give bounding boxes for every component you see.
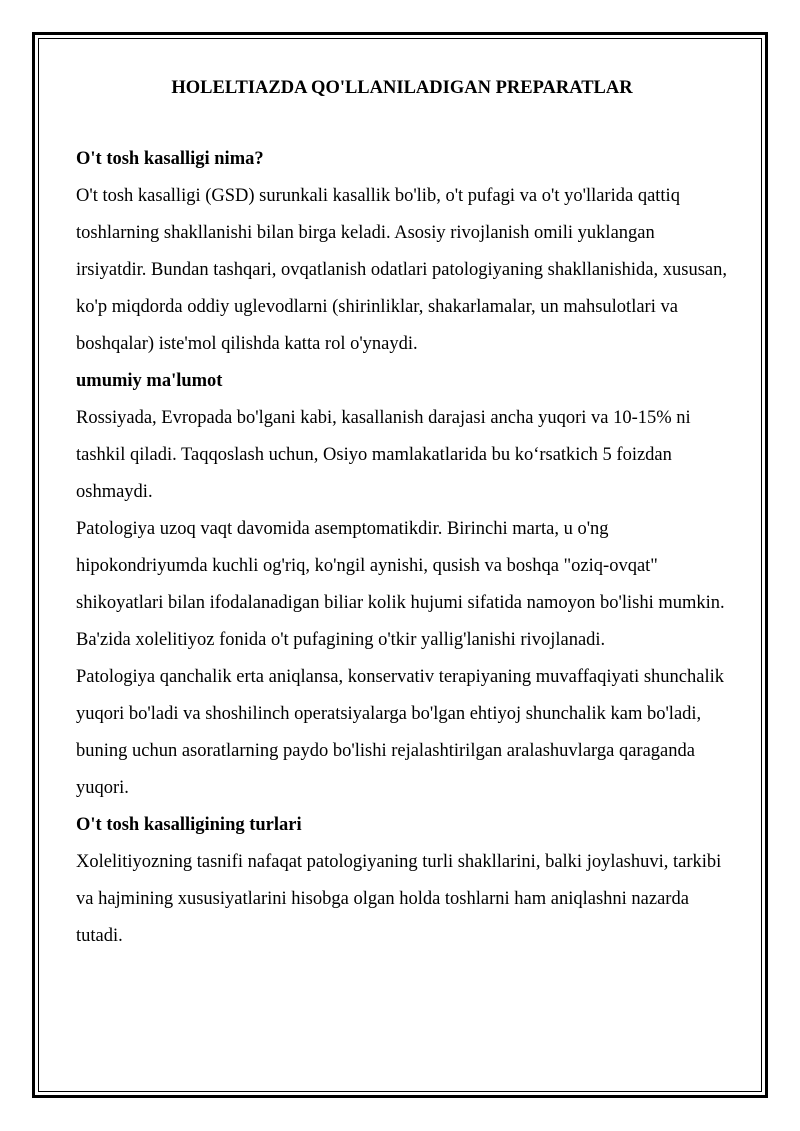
section-what-is-gallstone-disease (76, 141, 728, 363)
section-heading: O't tosh kasalligining turlari (76, 815, 302, 835)
paragraph: Patologiya uzoq vaqt davomida asemptomatikdir. Birinchi marta, u o'ng hipokondriyumda kuchli og'riq, ko'ngil aynishi, qusish va boshqa "oziq-ovqat" shikoyatlari bilan ifodalanadigan biliar kolik hujumi sifatida namoyon bo'lishi mumkin. Ba'zida xolelitiyoz fonida o't pufagining o'tkir yallig'lanishi rivojlanadi. (76, 519, 725, 650)
document-title: HOLELTIAZDA QO'LLANILADIGAN PREPARATLAR (171, 78, 633, 98)
paragraph: O't tosh kasalligi (GSD) surunkali kasallik bo'lib, o't pufagi va o't yo'llarida qattiq toshlarning shakllanishi bilan birga keladi. Asosiy rivojlanish omili yuklangan irsiyatdir. Bundan tashqari, ovqatlanish odatlari patologiyaning shakllanishida, xususan, ko'p miqdorda oddiy uglevodlarni (shirinliklar, shakarlamalar, un mahsulotlari va boshqalar) iste'mol qilishda katta rol o'ynaydi. (76, 186, 727, 354)
section-types-of-gallstone-disease (76, 807, 728, 955)
paragraph: Patologiya qanchalik erta aniqlansa, konservativ terapiyaning muvaffaqiyati shunchalik yuqori bo'ladi va shoshilinch operatsiyalarga bo'lgan ehtiyoj shunchalik kam bo'ladi, buning uchun asoratlarning paydo bo'lishi rejalashtirilgan aralashuvlarga qaraganda yuqori. (76, 667, 724, 798)
section-heading: O't tosh kasalligi nima? (76, 149, 264, 169)
section-general-information (76, 363, 728, 807)
paragraph: Rossiyada, Evropada bo'lgani kabi, kasallanish darajasi ancha yuqori va 10-15% ni tashkil qiladi. Taqqoslash uchun, Osiyo mamlakatlarida bu ko‘rsatkich 5 foizdan oshmaydi. (76, 408, 691, 502)
document-body (76, 73, 728, 955)
paragraph: Xolelitiyozning tasnifi nafaqat patologiyaning turli shakllarini, balki joylashuvi, tarkibi va hajmining xususiyatlarini hisobga olgan holda toshlarni ham aniqlashni nazarda tutadi. (76, 852, 722, 946)
section-heading: umumiy ma'lumot (76, 371, 223, 391)
